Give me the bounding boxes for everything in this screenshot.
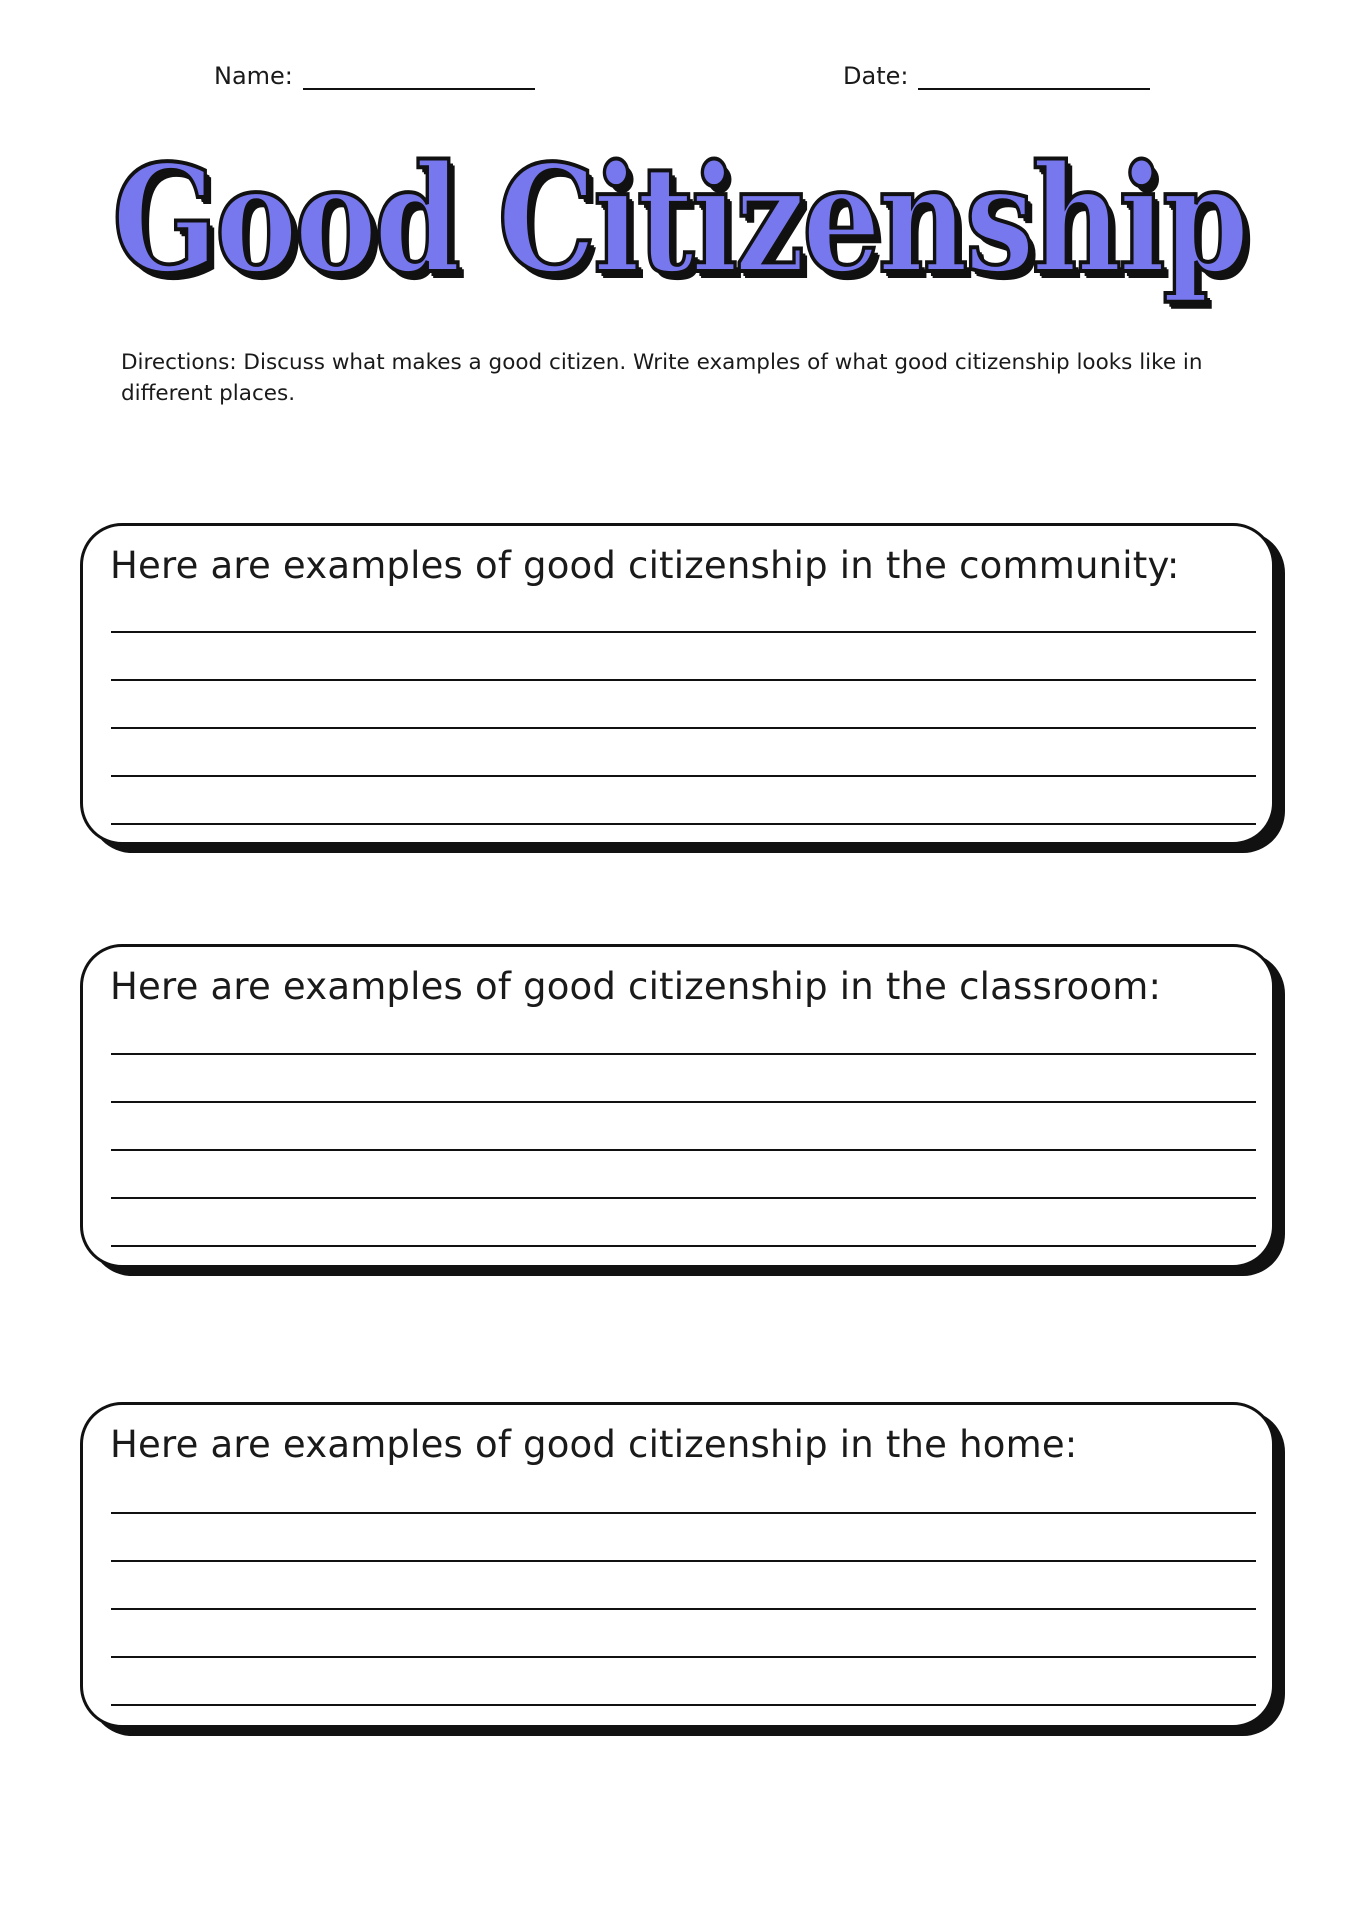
- writing-line[interactable]: [111, 727, 1256, 729]
- writing-line[interactable]: [111, 823, 1256, 825]
- writing-line[interactable]: [111, 1053, 1256, 1055]
- writing-line[interactable]: [111, 631, 1256, 633]
- date-field[interactable]: [843, 62, 1150, 90]
- community-section-box: [80, 523, 1275, 845]
- writing-line[interactable]: [111, 1512, 1256, 1514]
- writing-line[interactable]: [111, 1656, 1256, 1658]
- date-blank-line[interactable]: [918, 62, 1150, 90]
- writing-line[interactable]: [111, 1704, 1256, 1706]
- writing-line[interactable]: [111, 679, 1256, 681]
- directions: [121, 347, 1251, 409]
- name-label: Name:: [214, 62, 293, 90]
- writing-line[interactable]: [111, 1245, 1256, 1247]
- home-prompt: Here are examples of good citizenship in the home:: [110, 1423, 1078, 1466]
- date-label: Date:: [843, 62, 909, 90]
- home-section-box: [80, 1402, 1275, 1728]
- writing-line[interactable]: [111, 1197, 1256, 1199]
- classroom-section-box: [80, 944, 1275, 1268]
- page-title: Good Citizenship: [112, 132, 1246, 306]
- name-blank-line[interactable]: [303, 62, 535, 90]
- title-banner: [0, 132, 1358, 306]
- writing-line[interactable]: [111, 775, 1256, 777]
- writing-line[interactable]: [111, 1101, 1256, 1103]
- writing-line[interactable]: [111, 1608, 1256, 1610]
- directions-label: Directions: [121, 350, 230, 375]
- writing-line[interactable]: [111, 1149, 1256, 1151]
- classroom-prompt: Here are examples of good citizenship in the classroom:: [110, 965, 1162, 1008]
- name-field[interactable]: [214, 62, 535, 90]
- community-prompt: Here are examples of good citizenship in the community:: [110, 544, 1180, 587]
- directions-text: : Discuss what makes a good citizen. Write examples of what good citizenship looks like in different places.: [121, 350, 1203, 406]
- writing-line[interactable]: [111, 1560, 1256, 1562]
